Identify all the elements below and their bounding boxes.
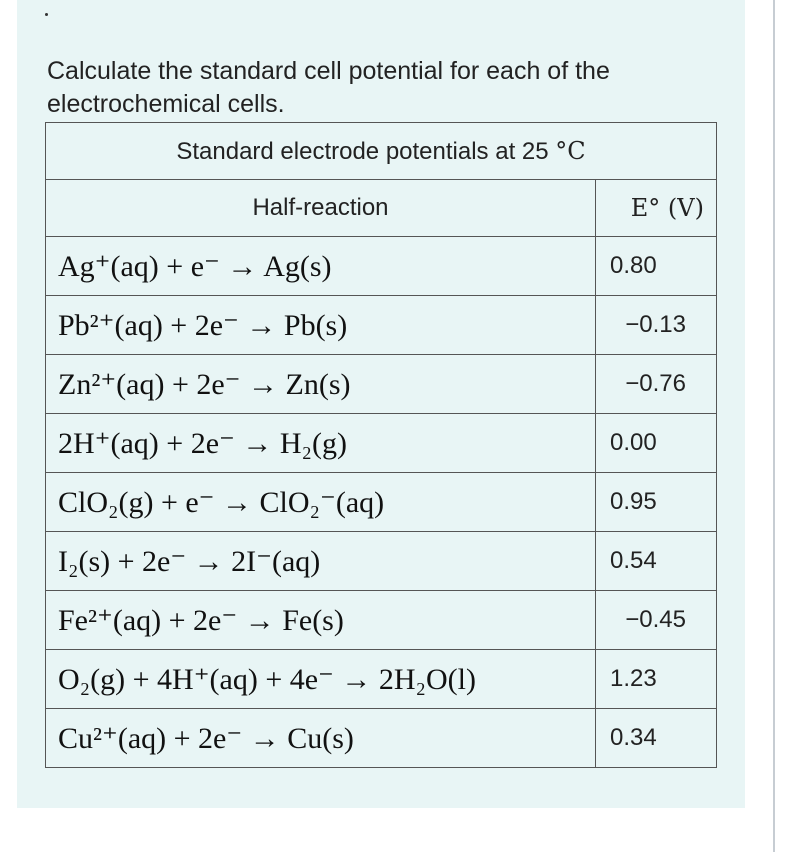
- table-caption-text: Standard electrode potentials at 25: [176, 137, 549, 165]
- header-half-reaction: Half-reaction: [46, 180, 596, 237]
- question-prompt: Calculate the standard cell potential for each of the electrochemical cells.: [47, 57, 610, 118]
- table-row: [46, 355, 717, 414]
- half-reaction-cell: 2H⁺(aq) + 2e⁻ → H₂(g): [46, 414, 596, 473]
- table-row: [46, 591, 717, 650]
- potential-cell: −0.76: [596, 355, 717, 414]
- half-reaction-cell: Zn²⁺(aq) + 2e⁻ → Zn(s): [46, 355, 596, 414]
- half-reaction-cell: I₂(s) + 2e⁻ → 2I⁻(aq): [46, 532, 596, 591]
- table-row: [46, 650, 717, 709]
- table-row: [46, 237, 717, 296]
- half-reaction-cell: Cu²⁺(aq) + 2e⁻ → Cu(s): [46, 709, 596, 768]
- half-reaction-cell: Fe²⁺(aq) + 2e⁻ → Fe(s): [46, 591, 596, 650]
- table-caption-unit: °C: [555, 136, 586, 165]
- potential-cell: −0.45: [596, 591, 717, 650]
- table-row: [46, 709, 717, 768]
- table-caption: [46, 123, 717, 180]
- potential-cell: −0.13: [596, 296, 717, 355]
- half-reaction-cell: Ag⁺(aq) + e⁻ → Ag(s): [46, 237, 596, 296]
- page-divider: [773, 0, 775, 852]
- half-reaction-cell: ClO₂(g) + e⁻ → ClO₂⁻(aq): [46, 473, 596, 532]
- table-row: [46, 532, 717, 591]
- electrode-potentials-table: [45, 122, 717, 768]
- half-reaction-cell: Pb²⁺(aq) + 2e⁻ → Pb(s): [46, 296, 596, 355]
- potential-cell: 1.23: [596, 650, 717, 709]
- table-body: [46, 237, 717, 768]
- table-row: [46, 473, 717, 532]
- table-row: [46, 296, 717, 355]
- potential-cell: 0.54: [596, 532, 717, 591]
- potential-cell: 0.95: [596, 473, 717, 532]
- header-potential: E° (V): [596, 180, 717, 237]
- half-reaction-cell: O₂(g) + 4H⁺(aq) + 4e⁻ → 2H₂O(l): [46, 650, 596, 709]
- table-row: [46, 414, 717, 473]
- potential-cell: 0.80: [596, 237, 717, 296]
- potential-cell: 0.34: [596, 709, 717, 768]
- potential-cell: 0.00: [596, 414, 717, 473]
- bullet-marker: [45, 13, 48, 16]
